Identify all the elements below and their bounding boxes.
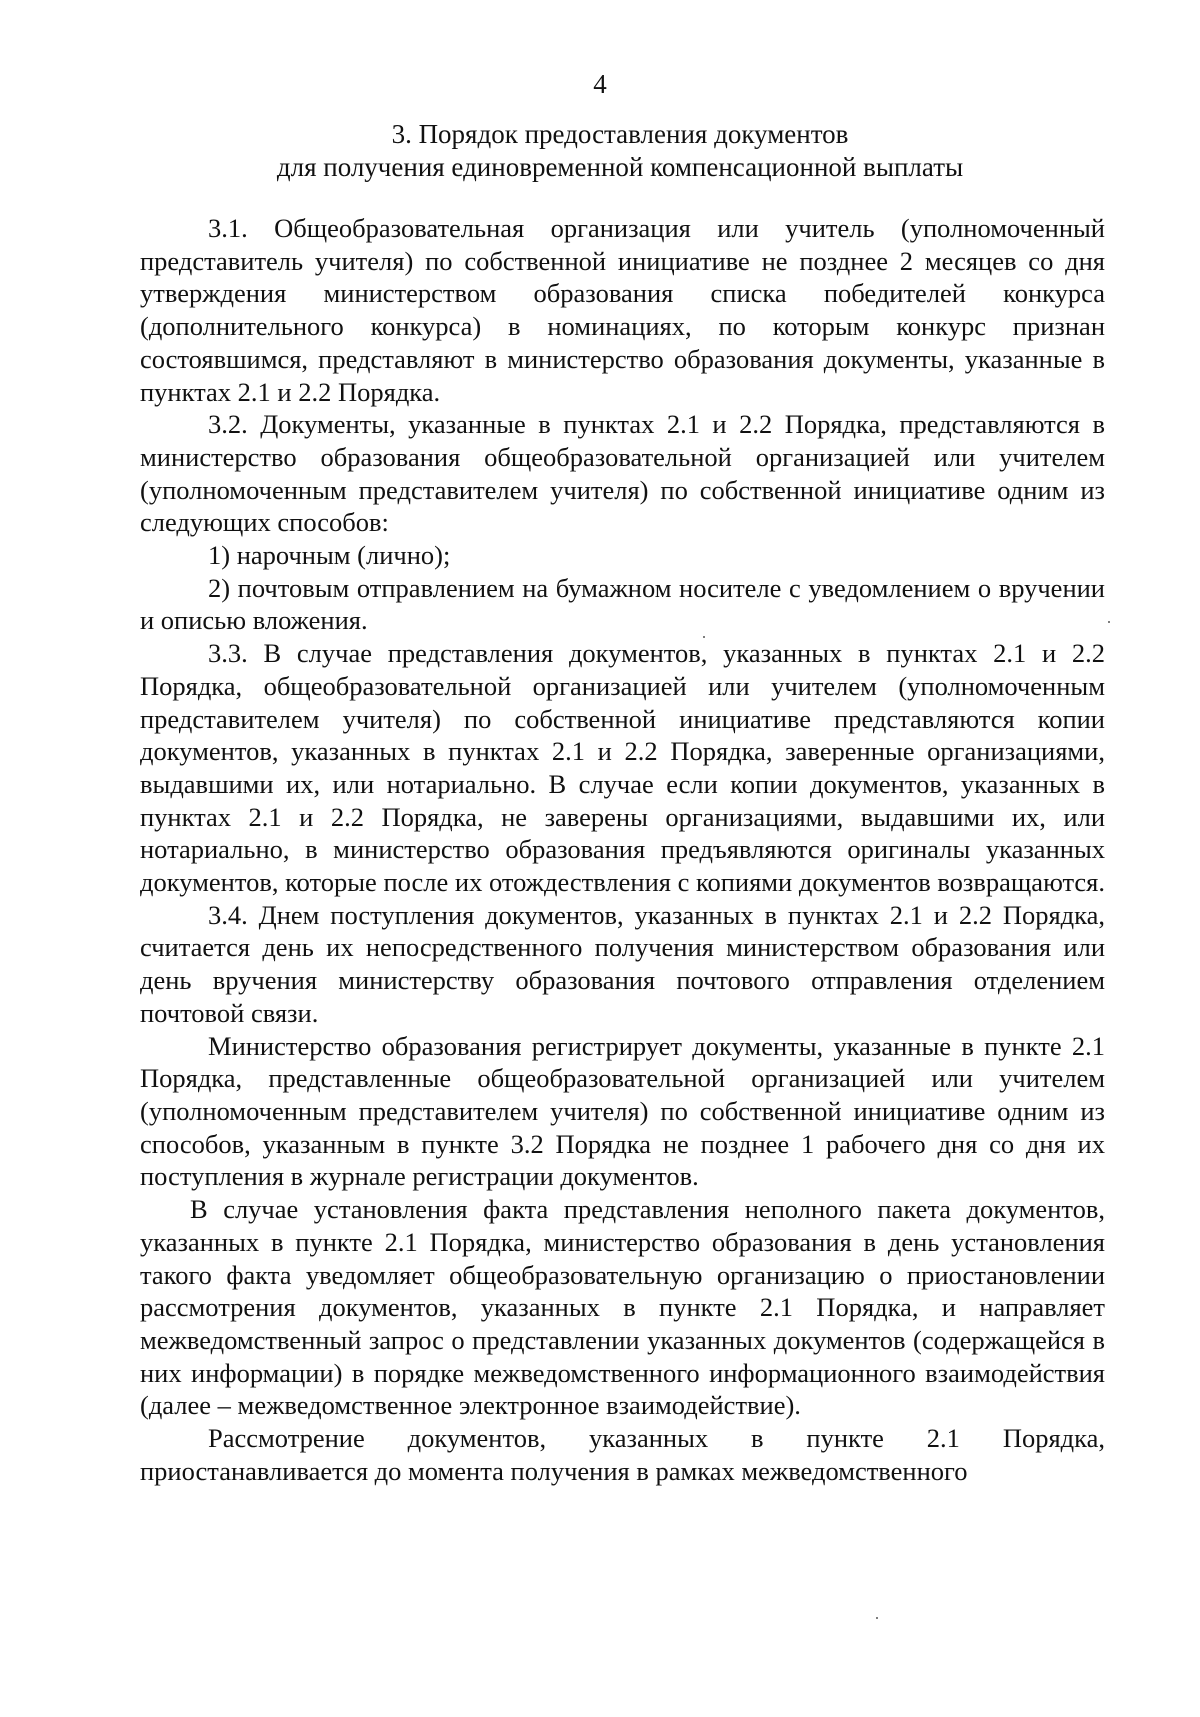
list-item-2: 2) почтовым отправлением на бумажном носителе с уведомлением о вручении и описью вложения. xyxy=(140,572,1105,636)
paragraph-3-3: 3.3. В случае представления документов, указанных в пунктах 2.1 и 2.2 Порядка, общеобразовательной организацией или учителем (уполномоченным представителем учителя) по собственной инициативе представляются копии документов, указанных в пунктах 2.1 и 2.2 Порядка, заверенные организациями, выдавшими их, или нотариально. В случае если копии документов, указанных в пунктах 2.1 и 2.2 Порядка, не заверены организациями, выдавшими их, или нотариально, в министерство образования предъявляются оригиналы указанных документов, которые после их отождествления с копиями документов возвращаются. xyxy=(140,638,1105,898)
scan-speck xyxy=(703,636,705,638)
paragraph-registration: Министерство образования регистрирует документы, указанные в пункте 2.1 Порядка, представленные общеобразовательной организацией или учителем (уполномоченным представителем учителя) по собственной инициативе одним из способов, указанным в пункте 3.2 Порядка не позднее 1 рабочего дня со дня их поступления в журнале регистрации документов. xyxy=(140,1030,1105,1192)
paragraph-3-4: 3.4. Днем поступления документов, указанных в пунктах 2.1 и 2.2 Порядка, считается день их непосредственного получения министерством образования или день вручения министерству образования почтового отправления отделением почтовой связи. xyxy=(140,899,1105,1028)
paragraph-incomplete-package: В случае установления факта представления неполного пакета документов, указанных в пункте 2.1 Порядка, министерство образования в день установления такого факта уведомляет общеобразовательную организацию о приостановлении рассмотрения документов, указанных в пункте 2.1 Порядка, и направляет межведомственный запрос о представлении указанных документов (содержащейся в них информации) в порядке межведомственного информационного взаимодействия (далее – межведомственное электронное взаимодействие). xyxy=(140,1194,1105,1421)
paragraph-suspension: Рассмотрение документов, указанных в пункте 2.1 Порядка, приостанавливается до момента получения в рамках межведомственного xyxy=(140,1423,1105,1486)
section-heading xyxy=(140,118,1100,184)
document-body xyxy=(140,212,1105,1487)
paragraph-3-1: 3.1. Общеобразовательная организация или учитель (уполномоченный представитель учителя) по собственной инициативе не позднее 2 месяцев со дня утверждения министерством образования списка победителей конкурса (дополнительного конкурса) в номинациях, по которым конкурс признан состоявшимся, представляют в министерство образования документы, указанные в пунктах 2.1 и 2.2 Порядка. xyxy=(140,213,1105,407)
section-heading-line-2: для получения единовременной компенсационной выплаты xyxy=(276,152,964,182)
list-item-1: 1) нарочным (лично); xyxy=(208,540,451,571)
scan-speck xyxy=(876,1617,878,1619)
page-number: 4 xyxy=(593,69,607,99)
scan-speck xyxy=(1108,621,1110,623)
section-heading-line-1: 3. Порядок предоставления документов xyxy=(391,119,849,149)
paragraph-3-2: 3.2. Документы, указанные в пунктах 2.1 и 2.2 Порядка, представляются в министерство образования общеобразовательной организацией или учителем (уполномоченным представителем учителя) по собственной инициативе одним из следующих способов: xyxy=(140,409,1105,538)
